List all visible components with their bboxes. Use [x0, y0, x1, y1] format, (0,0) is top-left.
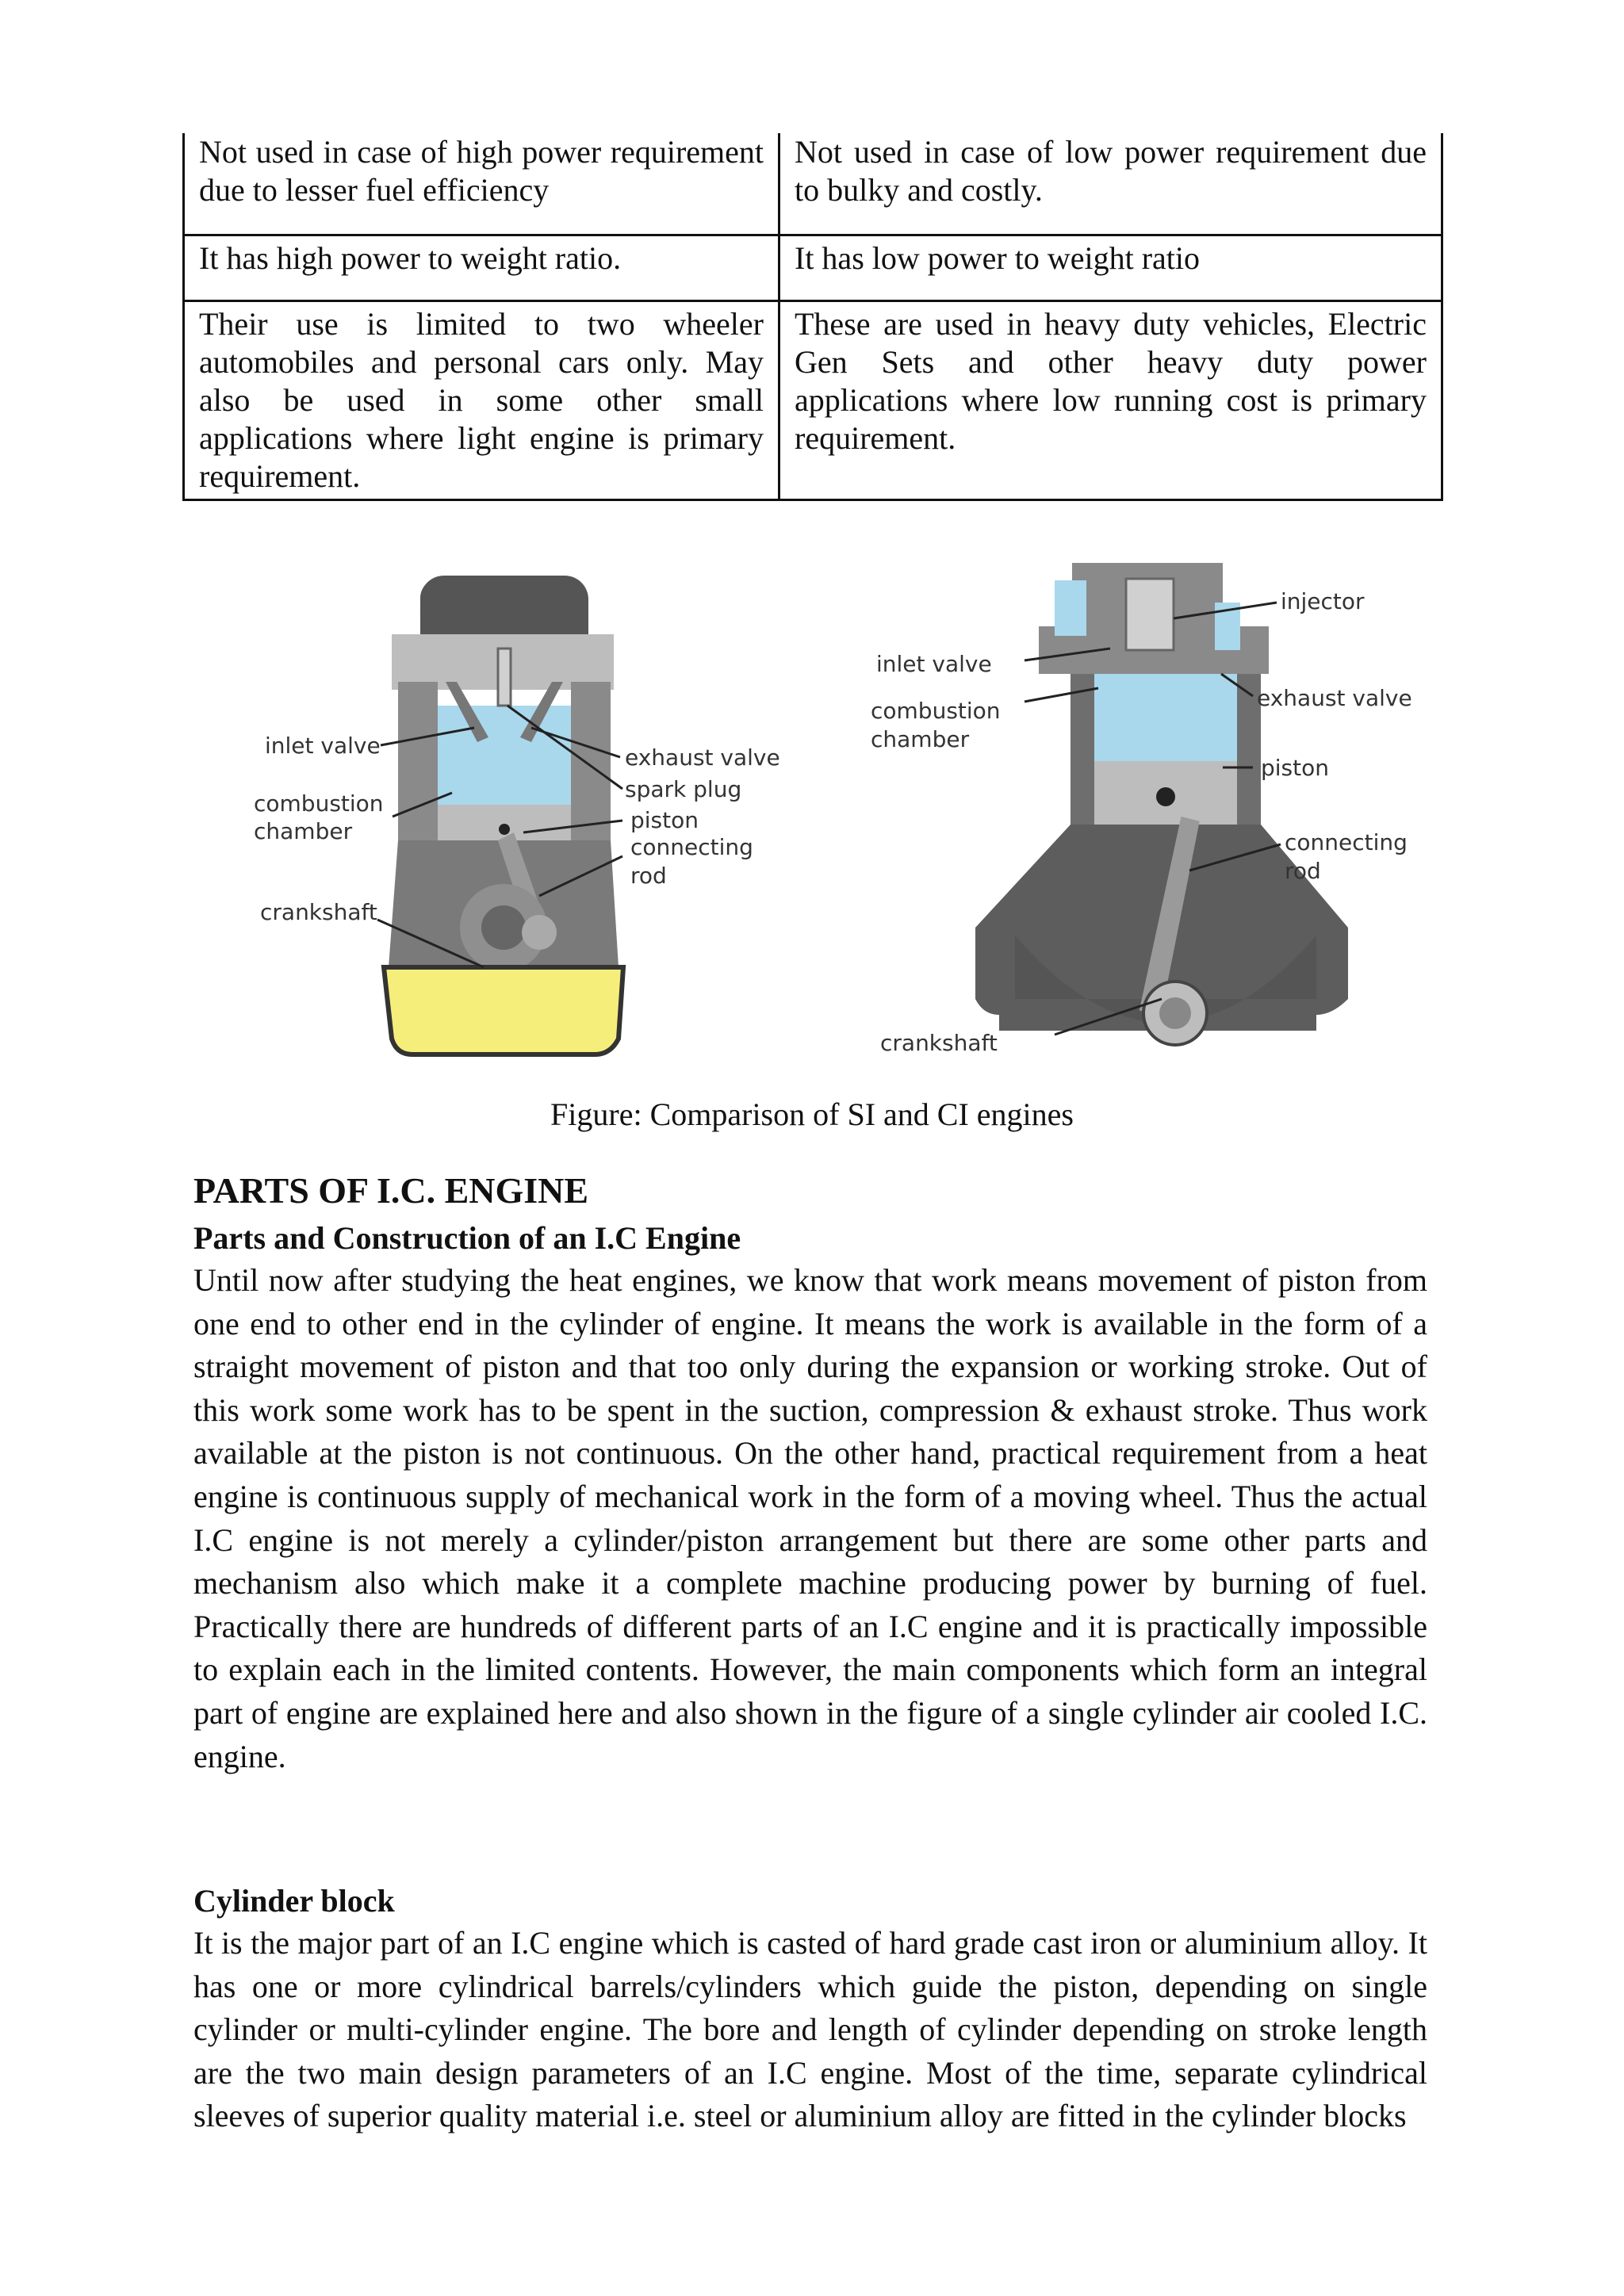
cylinder-block-heading: Cylinder block: [193, 1883, 395, 1919]
ci-label-rod: rod: [1285, 858, 1321, 884]
engine-diagram: [222, 555, 1451, 1070]
si-label-piston: piston: [630, 807, 699, 833]
table-row: [184, 235, 1442, 301]
table-cell: It has high power to weight ratio.: [184, 235, 779, 301]
si-label-exhaust-valve: exhaust valve: [625, 744, 780, 771]
ci-label-crankshaft: crankshaft: [880, 1030, 998, 1056]
engine-comparison-figure: [222, 555, 1451, 1070]
si-label-chamber: chamber: [254, 818, 353, 844]
ci-engine-drawing: [975, 563, 1348, 1045]
section-title: PARTS OF I.C. ENGINE: [193, 1170, 589, 1211]
table-cell: These are used in heavy duty vehicles, Electric Gen Sets and other heavy duty power applications where low running cost is primary requirement.: [779, 301, 1442, 500]
intro-paragraph: Until now after studying the heat engines, we know that work means movement of piston from one end to other end in the cylinder of engine. It means the work is available in the form of a straight movement of piston and that too only during the expansion or working stroke. Out of this work some work has to be spent in the suction, compression & exhaust stroke. Thus work available at the piston is not continuous. On the other hand, practical requirement from a heat engine is continuous supply of mechanical work in the form of a moving wheel. Thus the actual I.C engine is not merely a cylinder/piston arrangement but there are some other parts and mechanism also which make it a complete machine producing power by burning of fuel. Practically there are hundreds of different parts of an I.C engine and it is practically impossible to explain each in the limited contents. However, the main components which form an integral part of engine are explained here and also shown in the figure of a single cylinder air cooled I.C. engine.: [193, 1262, 1427, 1774]
ci-label-connecting: connecting: [1285, 829, 1408, 855]
si-label-crankshaft: crankshaft: [260, 899, 377, 925]
table-cell: Not used in case of low power requirement due to bulky and costly.: [779, 133, 1442, 235]
table-cell: Their use is limited to two wheeler automobiles and personal cars only. May also be used in some other small applications where light engine is primary requirement.: [184, 301, 779, 500]
si-label-rod: rod: [630, 863, 667, 889]
section-subtitle: Parts and Construction of an I.C Engine: [193, 1220, 741, 1256]
ci-label-chamber: chamber: [871, 726, 970, 752]
table-cell: It has low power to weight ratio: [779, 235, 1442, 301]
si-label-spark-plug: spark plug: [625, 776, 742, 802]
si-engine-drawing: [377, 576, 623, 1054]
si-label-connecting: connecting: [630, 834, 753, 860]
table-row: [184, 301, 1442, 500]
cylinder-block-paragraph: It is the major part of an I.C engine which is casted of hard grade cast iron or aluminium alloy. It has one or more cylindrical barrels/cylinders which guide the piston, depending on single cylinder or multi-cylinder engine. The bore and length of cylinder depending on stroke length are the two main design parameters of an I.C engine. Most of the time, separate cylindrical sleeves of superior quality material i.e. steel or aluminium alloy are fitted in the cylinder blocks: [193, 1925, 1427, 2134]
si-label-combustion: combustion: [254, 790, 384, 817]
ci-label-piston: piston: [1261, 755, 1329, 781]
ci-label-inlet-valve: inlet valve: [876, 651, 992, 677]
table-cell: Not used in case of high power requirement due to lesser fuel efficiency: [184, 133, 779, 235]
figure-caption: Figure: Comparison of SI and CI engines: [550, 1096, 1074, 1132]
ci-label-combustion: combustion: [871, 698, 1001, 724]
ci-label-exhaust-valve: exhaust valve: [1257, 685, 1412, 711]
ci-label-injector: injector: [1281, 588, 1365, 614]
comparison-table: [182, 133, 1443, 501]
si-label-inlet-valve: inlet valve: [265, 733, 381, 759]
table-row: [184, 133, 1442, 235]
